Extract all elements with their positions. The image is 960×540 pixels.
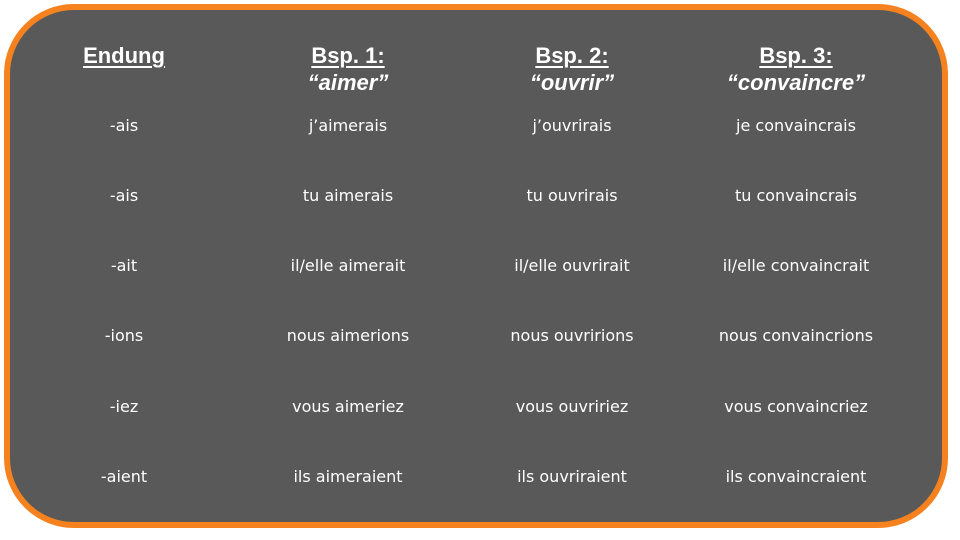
header-example-1-label: Bsp. 1: [311,43,385,68]
table-cell: vous aimeriez [292,397,404,416]
header-endung-label: Endung [83,43,165,68]
header-example-3-verb: “convaincre” [726,70,866,95]
table-cell-ending: -aient [100,467,148,486]
table-cell: nous convaincrions [718,326,874,345]
header-example-2-verb: “ouvrir” [529,70,615,95]
table-cell-ending: -ait [110,256,138,275]
table-cell: tu aimerais [302,186,394,205]
table-cell: je convaincrais [736,116,856,135]
table-cell-ending: -iez [109,397,139,416]
header-example-1-verb: “aimer” [307,70,389,95]
table-cell-ending: -ions [104,326,144,345]
table-cell: j’aimerais [308,116,388,135]
header-example-3 [666,42,926,96]
table-cell: il/elle convaincrait [722,256,870,275]
table-cell: nous ouvririons [510,326,634,345]
table-cell-ending: -ais [109,186,139,205]
header-example-1 [218,42,478,96]
table-cell: j’ouvrirais [532,116,612,135]
table-cell: il/elle ouvrirait [514,256,630,275]
table-cell: ils ouvriraient [517,467,627,486]
table-cell: tu ouvrirais [526,186,618,205]
table-cell: nous aimerions [286,326,410,345]
table-cell-ending: -ais [109,116,139,135]
header-example-3-label: Bsp. 3: [759,43,833,68]
table-cell: vous ouvririez [515,397,629,416]
table-cell: vous convaincriez [724,397,868,416]
table-cell: ils convaincraient [725,467,867,486]
header-endung [0,42,254,69]
header-example-2 [442,42,702,96]
header-example-2-label: Bsp. 2: [535,43,609,68]
table-cell: tu convaincrais [734,186,858,205]
table-cell: il/elle aimerait [290,256,406,275]
table-cell: ils aimeraient [293,467,403,486]
